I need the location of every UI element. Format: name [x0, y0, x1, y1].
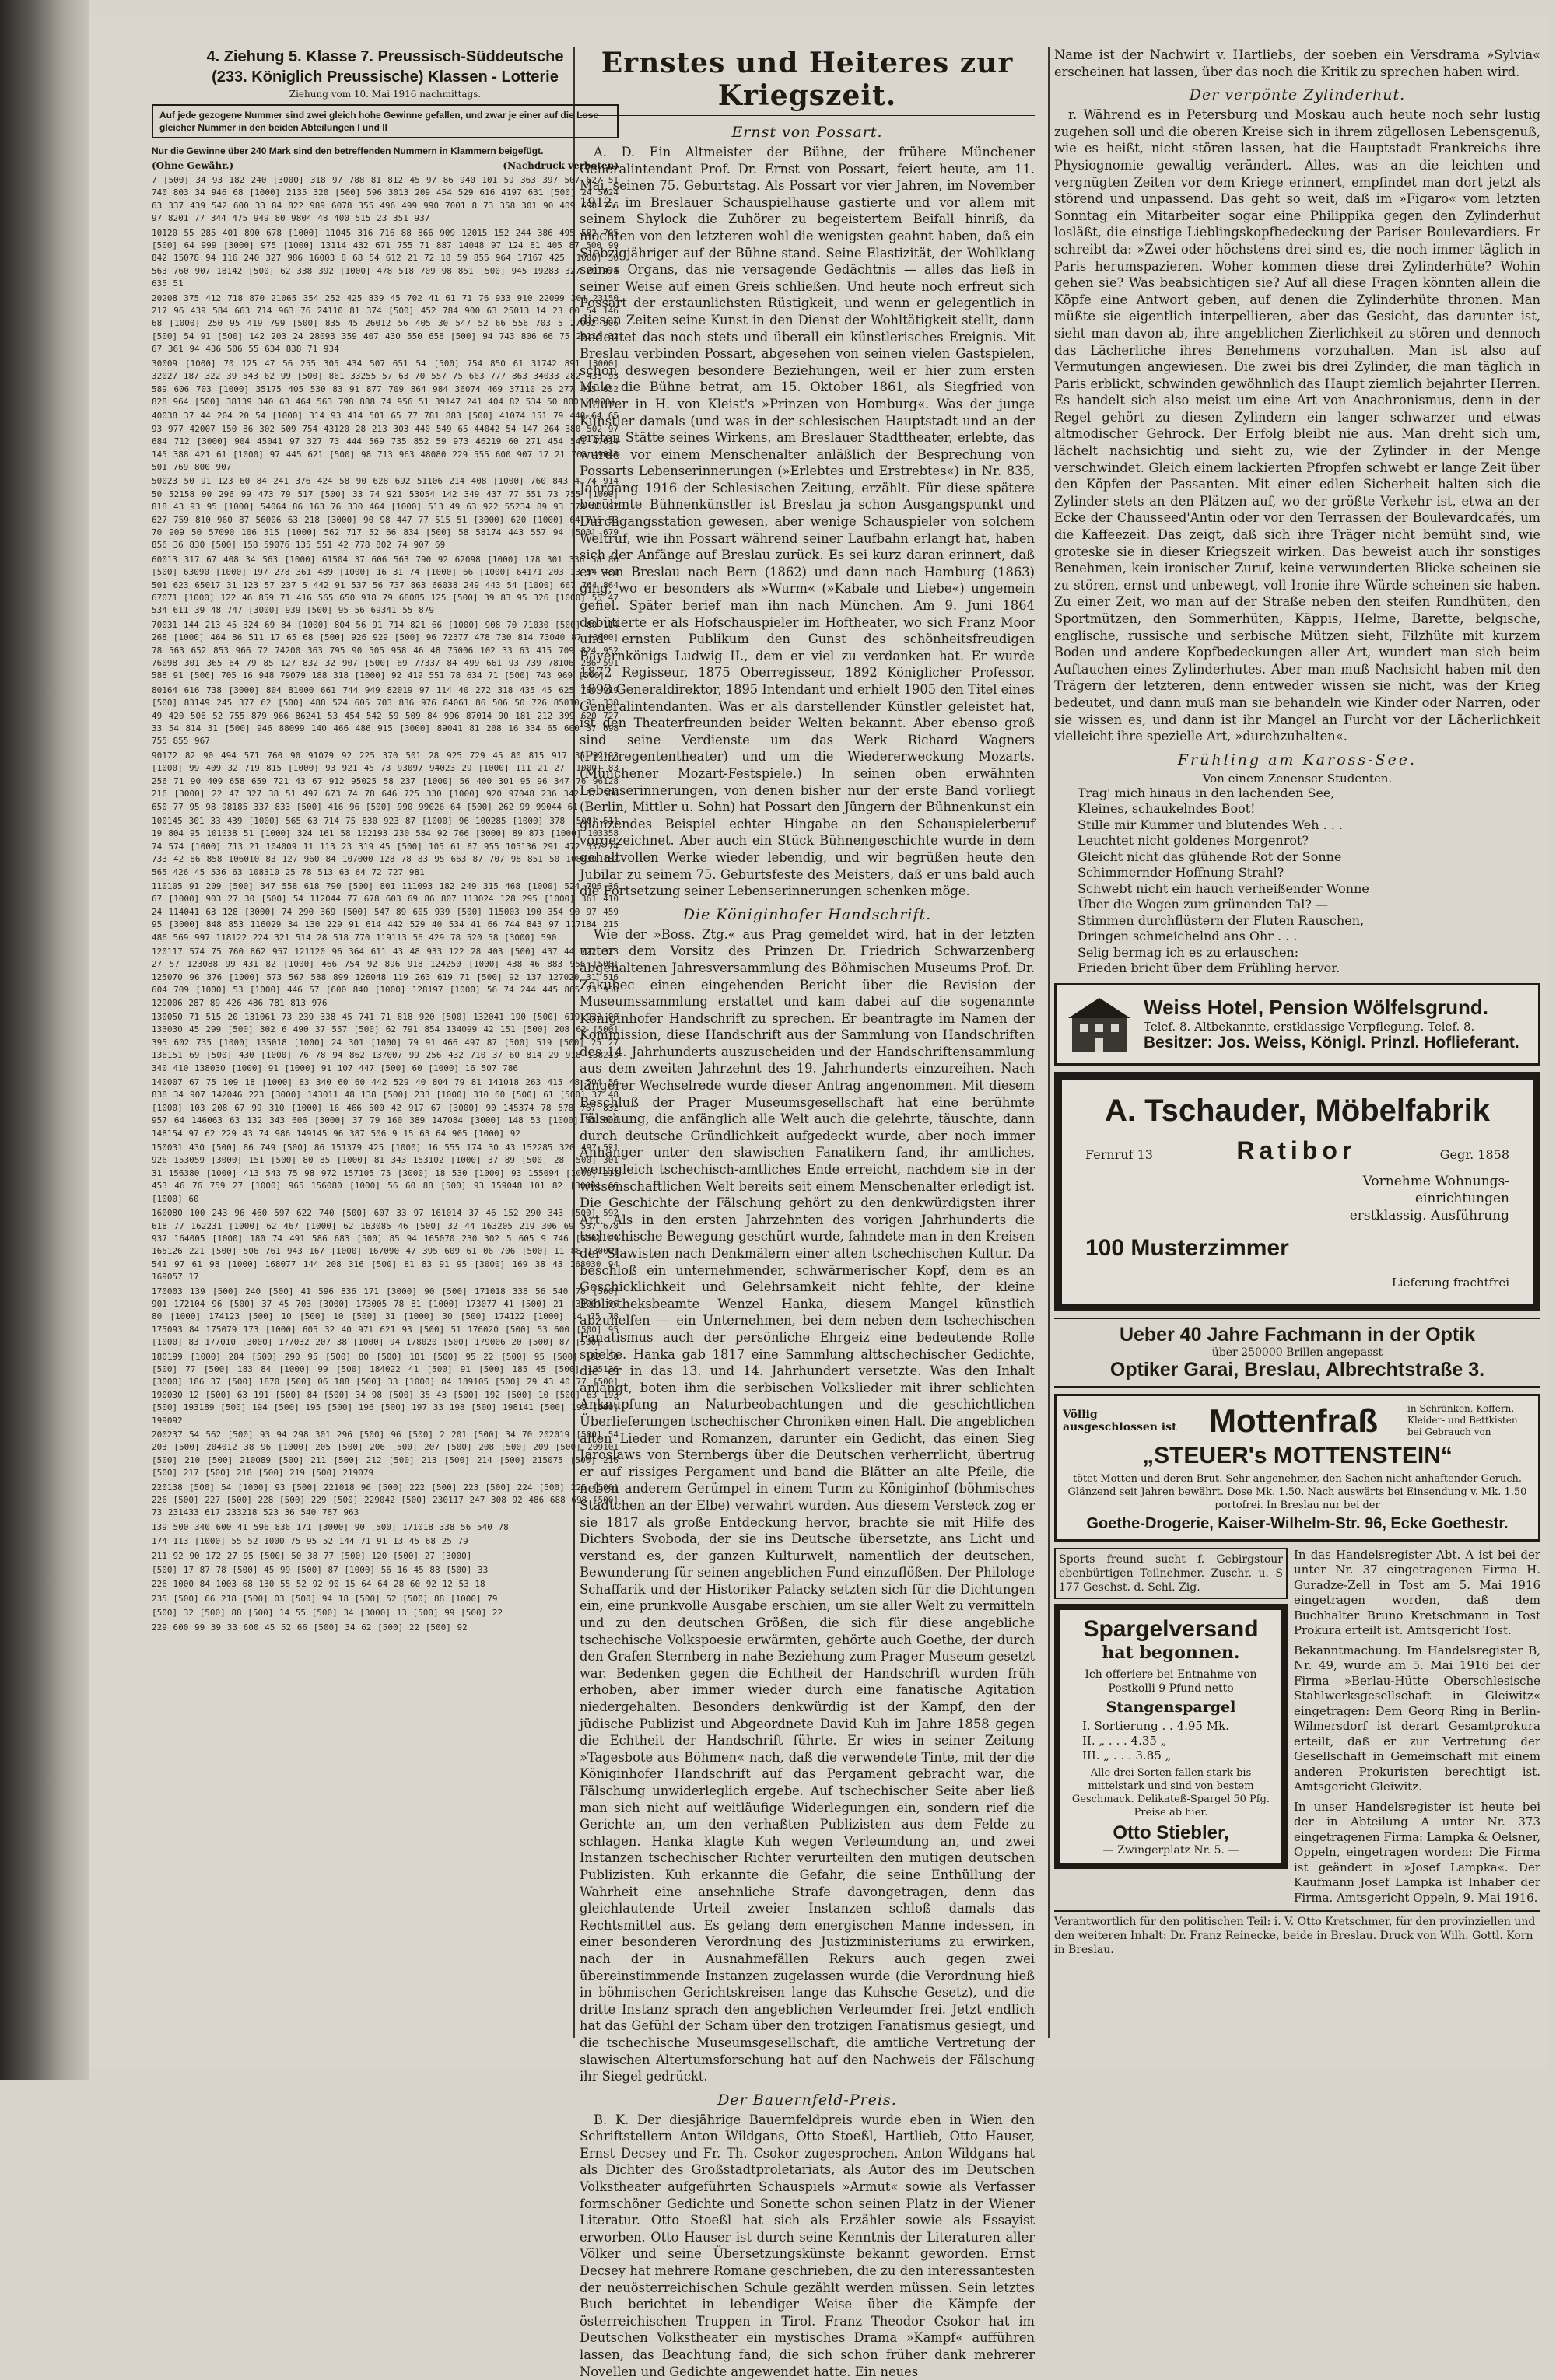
article-title-zylinder: Der verpönte Zylinderhut. [1189, 86, 1406, 104]
lottery-block: 150031 430 [500] 86 749 [500] 86 151379 425 [1000] 16 555 174 30 43 152285 320 497 521 926 153059 [3000] 151 [500] 80 85 [1000] 81 343 153102 [1000] 37 89 [500] 28 [500] 301 31 156380 [1000] 413 543 75 98 972 157105 75 [3000] 18 530 [1000] 93 155094 [1000] 217 453 46 76 759 27 [1000] 965 156080 [1000] 56 60 88 [500] 93 159048 101 82 [3000] 66 [1000] 60 [152, 1143, 619, 1204]
tschauder-rooms: 100 Musterzimmer [1085, 1234, 1289, 1261]
lottery-block: [500] 32 [500] 88 [500] 14 55 [500] 34 [3000] 13 [500] 99 [500] 22 [152, 1608, 503, 1619]
lottery-no-warranty: (Ohne Gewähr.) [152, 160, 234, 171]
ad-weiss-hotel [1054, 983, 1540, 1066]
lottery-block: 235 [500] 66 218 [500] 03 [500] 94 18 [500] 52 [500] 88 [1000] 79 [152, 1593, 498, 1604]
lottery-block: 226 1000 84 1003 68 130 55 52 92 90 15 64 64 28 60 92 12 53 18 [152, 1579, 485, 1590]
ad-tschauder [1054, 1072, 1540, 1311]
spargel-price-row: III. „ . . . 3.85 „ [1082, 1748, 1172, 1762]
lottery-block: 90172 82 90 494 571 760 90 91079 92 225 370 501 28 925 729 45 80 815 917 35 92193 [1000] 99 409 32 719 815 [1000] 93 921 45 73 93097 94023 29 [1000] 111 21 27 [1000] 83 256 71 90 409 658 659 721 43 67 912 95025 58 237 [1000] 56 400 301 95 96 347 76 96128 216 [3000] 22 47 327 38 51 497 673 74 78 646 725 330 [1000] 920 97048 236 342 57 506 650 77 95 98 98185 337 833 [500] 416 96 [500] 990 99026 64 [500] 262 99 99044 61 [152, 750, 619, 812]
lottery-block: 80164 616 738 [3000] 804 81000 661 744 949 82019 97 114 40 272 318 435 45 625 780 919 [500] 83149 245 377 62 [500] 488 524 605 703 836 976 84061 86 506 50 726 85010 31 330 49 420 506 52 755 879 966 86241 53 454 542 59 509 84 996 87014 90 181 212 399 620 727 33 54 814 31 [500] 946 88099 140 466 486 915 [3000] 89041 81 208 16 334 65 600 37 698 755 855 967 [152, 684, 619, 747]
ad-spargel [1054, 1604, 1288, 1869]
book-spine [0, 0, 89, 2080]
lottery-number-list [152, 174, 619, 1634]
weiss-line: Telef. 8. Altbekannte, erstklassige Verpflegung. Telef. 8. [1144, 1020, 1475, 1034]
tschauder-year: Gegr. 1858 [1439, 1146, 1509, 1162]
poem-line: Gleicht nicht das glühende Rot der Sonne [1078, 849, 1342, 864]
tschauder-desc: einrichtungen [1414, 1190, 1509, 1206]
poem-line: Selig bermag ich es zu erlauschen: [1078, 944, 1299, 960]
motten-left: Völlig ausgeschlossen ist [1063, 1408, 1177, 1433]
spargel-addr: — Zwingerplatz Nr. 5. — [1102, 1843, 1239, 1857]
tschauder-desc: erstklassig. Ausführung [1349, 1207, 1509, 1223]
feuilleton-column [580, 47, 1035, 2379]
lottery-date: Ziehung vom 10. Mai 1916 nachmittags. [289, 89, 482, 100]
lottery-block: 110105 91 209 [500] 347 558 618 790 [500] 801 111093 182 249 315 468 [1000] 524 706 36 67 [1000] 903 27 30 [500] 54 112044 77 678 603 69 86 807 113024 128 295 [1000] 361 410 24 114041 63 128 [3000] 74 290 369 [500] 547 89 605 939 [500] 115003 190 354 90 97 459 95 [3000] 848 853 116029 34 130 229 91 614 442 529 40 534 41 66 744 843 97 117184 215 486 569 997 118122 224 321 514 28 518 770 119113 56 429 78 520 58 [3000] 590 [152, 880, 619, 943]
newspaper-page [89, 16, 1548, 2379]
imprint-responsible: Verantwortlich für den politischen Teil: i. V. Otto Kretschmer, für den provinziellen und den weiteren Inhalt: Dr. Franz Reinecke, beide in Breslau. Druck von Wilh. Gottl. Korn in Breslau. [1054, 1910, 1540, 1957]
lottery-block: 40038 37 44 204 20 54 [1000] 314 93 414 501 65 77 781 883 [500] 41074 151 79 448 64 65 93 977 42007 150 86 302 509 754 43120 28 213 303 440 549 65 44042 54 147 264 380 502 97 684 712 [3000] 904 45041 97 327 73 444 569 735 852 59 973 46219 60 271 454 541 47014 145 388 421 61 [1000] 97 445 621 [500] 98 713 963 48080 229 555 600 907 17 21 763 49043 501 769 800 907 [152, 411, 619, 472]
lottery-block: 50023 50 91 123 60 84 241 376 424 58 90 628 692 51106 214 408 [1000] 760 843 4 74 914 50 52158 90 296 99 473 79 517 [500] 33 74 921 53054 142 349 437 77 551 73 755 [1000] 818 43 93 95 [1000] 54064 86 163 76 330 464 [1000] 513 49 63 922 55234 89 93 379 80 97 627 759 810 960 87 56006 63 218 [3000] 90 98 447 77 515 51 [3000] 620 [1000] 64 716 53 70 909 50 57090 106 515 [1000] 562 717 52 66 834 [500] 58 58174 443 557 94 [500] 679 856 36 830 [500] 158 59076 135 551 42 778 802 74 907 69 [152, 476, 619, 551]
article-title-handschrift: Die Königinhofer Handschrift. [682, 905, 932, 923]
poem-lines [1054, 786, 1540, 977]
spargel-kind: Stangenspargel [1106, 1698, 1236, 1716]
lottery-block: 200237 54 562 [500] 93 94 298 301 296 [500] 96 [500] 2 201 [500] 34 70 202019 [500] 54 203 [500] 204012 38 96 [1000] 205 [500] 206 [500] 207 [500] 208 [500] 209 [500] 209101 [500] 210 [500] 210089 [500] 211 [500] 212 [500] 213 [500] 214 [500] 215075 [500] 216 [500] 217 [500] 218 [500] 219 [500] 219079 [152, 1430, 619, 1479]
poem-line: Kleines, schaukelndes Boot! [1078, 801, 1256, 817]
poem-line: Schwebt nicht ein hauch verheißender Wonne [1078, 880, 1369, 896]
lottery-extra-blocks [152, 1521, 619, 1634]
lottery-block: 30009 [1000] 70 125 47 56 255 305 434 507 651 54 [500] 754 850 61 31742 891 [3000] 32027 187 322 39 543 62 99 [500] 861 33255 57 63 70 557 75 663 777 863 34033 282 433 93 589 606 703 [1000] 35175 405 530 83 91 877 709 864 984 36074 469 37110 26 277 415 652 828 964 [500] 38139 340 63 464 563 798 888 74 956 51 39147 241 404 82 534 50 800 [1000] [152, 358, 619, 407]
column-divider-right [1048, 47, 1050, 2038]
lottery-info-box: Auf jede gezogene Nummer sind zwei gleich hohe Gewinne gefallen, und zwar je einer auf die Lose gleicher Nummer in den beiden Abteilungen I und II [152, 104, 619, 138]
poem-line: Leuchtet nicht goldenes Morgenrot? [1078, 833, 1309, 849]
lottery-block: 170003 139 [500] 240 [500] 41 596 836 171 [3000] 90 [500] 171018 338 56 540 78 [500] 901 172104 96 [500] 37 45 703 [3000] 173005 78 81 [1000] 173077 41 [500] 21 [3000] 96 80 [1000] 174123 [500] 10 [500] 10 [500] 31 [1000] 30 [500] 174122 [1000] 14 75 78 175093 84 175079 173 [1000] 605 32 40 971 621 93 [500] 51 176020 [500] 53 600 [500] 95 [1000] 83 177010 [3000] 177032 207 38 [1000] 94 178020 [500] 179006 20 [500] 87 [500] [152, 1286, 619, 1348]
tschauder-name: A. Tschauder, Möbelfabrik [1105, 1093, 1490, 1128]
tschauder-city: Ratibor [1236, 1136, 1357, 1164]
spargel-price-row: II. „ . . . 4.35 „ [1082, 1733, 1167, 1748]
article-body-possart: A. D. Ein Altmeister der Bühne, der frühere Münchener Generalintendant Prof. Dr. Ernst von Possart, feiert heute, am 11. Mai, seinen 75. Geburtstag. Als Possart vor vier Jahren, im November 1912, im Breslauer Schauspielhause gastierte und vor allem mit seinem Shylock die Zuhörer zu begeistertem Beifall hinriß, da mochten von den letzteren wohl die wenigsten geahnt haben, daß ein Siebzigjähriger auf der Bühne stand. Seine Elastizität, der Wohlklang seines Organs, das nie versagende Gedächtnis — alles das ließ in seiner Weise auf einen Greis schließen. Und heute noch erfreut sich Possart der erstaunlichsten Rüstigkeit, und wenn er gelegentlich in diesen Zeiten seine Kunst in den Dienst der Wohltätigkeit stellt, dann bedeutet das noch stets und überall ein künstlerisches Ereignis. Mit Breslau verbinden Possart, abgesehen von seinen vielen Gastspielen, schon deswegen besondere Beziehungen, weil er hier zum ersten Male die Bühne betrat, am 15. Oktober 1861, als Siegfried von Maurer in H. von Kleist's »Prinzen von Homburg«. Was der junge Künstler damals (und was in der schlesischen Hauptstadt und an der ersten Stätte seines Wirkens, am Breslauer Stadttheater, erlebte, das wurde vor einem Menschenalter anläßlich der Besprechung von Possarts Lebenserinnerungen (»Erlebtes und Erstrebtes«) in Nr. 835, Jahrgang 1916 der Schlesischen Zeitung, erzählt. Für diese spätere berühmte Bühnenkünstler ist Breslau ja schon Ausgangspunkt und Durchgangsstation gewesen, aber wenige Schauspieler von solchem Weltruf, wie ihn Possart während seiner Laufbahn erlangt hat, haben sich der Anfänge auf Breslau zurück. Es sei kurz daran erinnert, daß er von Breslau nach Bern (1862) und dann nach Hamburg (1863) ging, wo er besonders als »Wurm« (»Kabale und Liebe«) ungemein gefiel. Später berief man ihn nach München. Am 9. Juni 1864 debütierte er als Hofschauspieler im Hoftheater, wo sich Franz Moor und ernsten Publikum den Gunst des schönheitsfreudigen Bayernkönigs Ludwig II., dem er viel zu verdanken hat. Er wurde 1872 Regisseur, 1875 Oberregisseur, 1892 Königlicher Professor, 1893 Generaldirektor, 1895 Intendant und erhielt 1905 den Titel eines Generalintendanten. Was er als darstellender Künstler geleistet hat, ist den Theaterfreunden beider Welten bekannt. Aber ebenso groß sind seine Verdienste um das Werk Richard Wagners (Prinzregententheater) und um die Wiedererweckung Mozarts. (Münchener Mozart-Festspiele.) In seinen oben erwähnten Lebenserinnerungen, von denen bisher nur der erste Band vorliegt (Berlin, Mittler u. Sohn) hat Possart den Jüngern der Bühnenkunst ein glänzendes Beispiel echter Hingabe an den Schauspielerberuf vorgezeichnet. Aber auch ein Stück Bühnengeschichte wurde in dem gehaltvollen Werke wieder lebendig, und wir begrüßen heute den Jubilar zu seinem 75. Geburtsfeste des Meisters, daß er uns bald auch die Fortsetzung seiner Lebenserinnerungen schenken möge. [580, 145, 1035, 899]
article-body-handschrift: Wie der »Boss. Ztg.« aus Prag gemeldet wird, hat in der letzten unter dem Vorsitz des Prinzen Dr. Friedrich Schwarzenberg abgehaltenen Jahresversammlung des Böhmischen Museums Prof. Dr. Zakubec einen eingehenden Bericht über die Revision der Museumssammlung erstattet und kam dabei auf die sogenannte Königinhofer Handschrift zu sprechen. Er beantragte im Namen der Kommission, diese Handschrift aus der Sammlung von Handschriften des 14. Jahrhunderts auszuscheiden und der Handschriftensammlung aus dem zweiten Jahrzehnt des 19. Jahrhunderts einzureihen. Nach längerer Wechselrede wurde dieser Antrag angenommen. Mit diesem Beschluß der Prager Museumsgesellschaft hat eine berühmte Fälschung, die anfänglich alle Welt auch die gelehrte, täuschte, dann durch deutsche Gründlichkeit aufgedeckt wurde, aber noch immer Anhänger unter den slawischen Fanatikern fand, ihr amtliches, wenngleich tschechisch-amtliches Ende erreicht, nachdem sie in der wissenschaftlichen Welt bereits seit einem Menschenalter erledigt ist. Die Geschichte der Fälschung gehört zu den denkwürdigsten ihrer Art. Als in den ersten Jahrzehnten des vorigen Jahrhunderts die tschechische Bewegung geschürt wurde, fahndete man in den Kreisen der Slawisten nach Denkmälern einer alten tschechischen Kultur. Da beschloß ein unternehmender, schwärmerischer Kopf, dem es an Geschicklichkeit und Gelehrsamkeit nicht fehlte, der kleine Bibliotheksbeamte Wenzel Hanka, diesem Mangel künstlich abzuhelfen — ein Unternehmen, bei dem neben dem tschechischen Fanatismus auch der persönliche Ehrgeiz eine bedeutende Rolle spielte. Hanka gab 1817 eine Sammlung alttschechischer Gedichte, die er in das 13. und 14. Jahrhundert versetzte. Was den Inhalt anlangt, boten ihm die serbischen Volkslieder mit ihrer schlichten Anknüpfung an Naturbeobachtungen und die geschichtlichen Überlieferungen tschechischer Chroniken einen Halt. Die angeblichen alten Lieder und Romanzen, darunter ein Gedicht, das einen Sieg Jaroslaws von Sternbergs über die Deutschen verherrlicht, übertrug er auf rissiges Pergament und band die Blätter an alte Pfeile, die neben anderem Gerümpel in einem Turm zu Königinhof (böhmisches Städtchen an der Elbe) verwahrt wurden. Aus diesem Versteck zog er sie 1817 als große Entdeckung hervor, brachte sie mit Hilfe des Dichters Svoboda, der sie ins Deutsche übersetzte, ans Licht und verstand es, der ganzen Kulturwelt, namentlich der deutschen, Bewunderung für seinen angeblichen Fund einzuflößen. Der Philologe Schaffarik und der Historiker Palacky setzten sich für die Dichtungen ein, eine prunkvolle Ausgabe erschien, um sie aller Welt zu vermitteln und zu den deutschen Größen, die sich für diese angebliche tschechische Volkspoesie erwärmten, gehörte auch Goethe, der durch den Grafen Sternberg in nahe Beziehung zum Prager Museum gesetzt war. Bedenken gegen die Echtheit der Handschrift wurden früh erhoben, aber immer wieder durch eine fanatische Agitation niedergehalten. Besonders denkwürdig ist der Kampf, den der jüdische Publizist und Abgeordnete David Kuh im Jahre 1858 gegen die Echtheit der Handschrift führte. Er wies in seiner Zeitung »Tagesbote aus Böhmen« nach, daß die verwendete Tinte, mit der die Königinhofer Handschrift auf das Pergament gebracht war, die Fälschung unwiderleglich ergebe. Auf tschechischer Seite aber ließ man sich nicht auf weitläufige Widerlegungen ein, sondern rief die Gerichte an, um den verhaßten Publizisten aus dem Felde zu schlagen. Hanka klagte Kuh wegen Verleumdung an, und zwei Instanzen tschechischer Richter verurteilten den mutigen deutschen Publizisten. Kuh erkannte die Gefahr, die seine Enthüllung der Wahrheit eine ansehnliche Strafe davongetragen, denn das gleichlautende Urteil zweier Instanzen schloß damals das Rechtsmittel aus. Es gelang dem energischen Manne indessen, in einer besonderen Verordnung des Justizministeriums zu erwirken, nach der in Ausnahmefällen Rekurs auch gegen zwei übereinstimmende Instanzen zugelassen wurde (die Verordnung hieß in böhmischen Gerichtskreisen lange das Kuhsche Gesetz), und die dritte Instanz sprach den angeblichen Verleumder frei. Jetzt endlich hat das Gefühl der Scham über den trotzigen Fanatismus gesiegt, und die tschechische Museumsgesellschaft, die amtliche Vertretung der slawischen Altertumsforschung hat auf den Nachweis der Fälschung ihr Siegel gedrückt. [580, 926, 1035, 2084]
lottery-note: Nur die Gewinne über 240 Mark sind den betreffenden Nummern in Klammern beigefügt. [152, 145, 544, 156]
register-notice-3: In unser Handelsregister ist heute bei der in Abteilung A unter Nr. 373 eingetragenen Firma: Lampka & Oelsner, Oppeln, eingetragen worden: Die Firma ist geändert in »Josef Lampka«. Der Kaufmann Josef Lampka ist Inhaber der Firma. Amtsgericht Oppeln, 9. Mai 1916. [1294, 1799, 1540, 1905]
lottery-block: 160080 100 243 96 460 597 622 740 [500] 607 33 97 161014 37 46 152 290 343 [500] 592 618 77 162231 [1000] 62 467 [1000] 62 163085 46 [500] 32 44 163205 219 306 69 537 678 937 164005 [1000] 180 74 491 586 683 [500] 85 94 165070 230 302 5 605 9 746 [500] 99 165126 221 [500] 506 761 943 167 [1000] 167090 47 395 609 61 06 706 [500] 11 88 [3000] 541 97 61 98 [1000] 168077 144 208 316 [500] 81 83 91 95 [3000] 169 38 43 168030 94 169057 17 [152, 1208, 619, 1283]
lottery-reprint-forbidden: (Nachdruck verboten) [503, 160, 619, 171]
lottery-block: 180199 [1000] 284 [500] 290 95 [500] 80 [500] 181 [500] 95 22 [500] 95 [500] 182 50 [500] 77 [500] 183 84 [1000] 99 [500] 184022 41 [500] 91 [500] 185 45 [500] 185136 [3000] 186 37 [500] 1870 [500] 06 188 [500] 33 [1000] 84 189105 [500] 29 43 40 77 [500] 190030 12 [500] 63 191 [500] 84 [500] 34 98 [500] 35 43 [500] 192 [500] 10 [500] 63 193 [500] 193189 [500] 194 [500] 195 [500] 196 [500] 197 33 198 [500] 198141 [500] 199 [500] 199092 [152, 1351, 619, 1426]
article-body-bauernfeld: B. K. Der diesjährige Bauernfeldpreis wurde eben in Wien den Schriftstellern Anton Wildgans, Otto Stoeßl, Hartlieb, Otto Hauser, Ernst Decsey und Fr. Th. Csokor zugesprochen. Anton Wildgans hat als Dichter des Großstadtproletariats, als Autor des im Deutschen Volkstheater aufgeführten Schauspiels »Armut« sowie als Verfasser formschöner Gedichte und Sonette schon seinen Platz in der Wiener Literatur. Otto Stoeßl hat sich als Erzähler sowie als Essayist erworben. Otto Hauser ist durch seine Kenntnis der Literaturen aller Völker und seine Übersetzungskünste bekannt geworden. Ernst Decsey hat mehrere Romane geschrieben, die zu den interessantesten der neuösterreichischen Schule gezählt werden müssen. Sein letztes Buch berichtet in lebendiger Weise über die Kämpfe der österreichischen Truppen in Tirol. Franz Theodor Csokor hat im Deutschen Volkstheater ein mystisches Drama »Kampf« aufführen lassen, das Beachtung fand, die sich schon früher dank mehrerer Novellen und Gedichte angewendet hatte. Ein neues [580, 2112, 1035, 2379]
optik-line-1: Ueber 40 Jahre Fachmann in der Optik [1119, 1323, 1476, 1346]
lottery-block: 130050 71 515 20 131061 73 239 338 45 741 71 818 920 [500] 132041 190 [500] 619 923 88 133030 45 299 [500] 302 6 490 37 557 [500] 62 791 854 134099 42 151 [500] 208 62 [500] 395 602 735 [1000] 135018 [1000] 24 301 [1000] 79 91 466 497 87 [500] 519 [500] 25 27 136151 69 [500] 430 [1000] 76 78 94 862 137007 99 256 432 710 37 60 814 29 918 138213 340 410 138030 [1000] 91 [1000] 91 107 447 [500] 60 [1000] 16 507 786 [152, 1012, 619, 1073]
register-notice-1: In das Handelsregister Abt. A ist bei der unter Nr. 37 eingetragenen Firma H. Guradze-Zell in Tost am 5. Mai 1916 eingetragen worden, daß dem Buchhalter Bruno Kretschmann in Tost Prokura erteilt ist. Amtsgericht Tost. [1294, 1547, 1540, 1638]
ad-optik [1054, 1318, 1540, 1388]
tschauder-desc: Vornehme Wohnungs- [1362, 1173, 1509, 1189]
weiss-title: Weiss Hotel, Pension Wölfelsgrund. [1144, 996, 1489, 1020]
lottery-block: 140007 67 75 109 18 [1000] 83 340 60 60 442 529 40 804 79 81 141018 263 415 48 504 56 838 34 907 142046 223 [3000] 143011 48 138 [500] 233 [1000] 310 60 [500] 61 [500] 37 48 [1000] 103 208 67 99 310 [1000] 16 466 500 42 917 67 [3000] 90 145374 78 578 767 832 957 64 146063 63 132 343 606 [3000] 37 79 160 389 147084 [3000] 148 53 [1000] 63 600 148154 97 62 229 43 74 986 149145 96 387 506 9 15 63 64 905 [1000] 92 [152, 1077, 619, 1139]
spargel-seller: Otto Stiebler, [1113, 1822, 1229, 1843]
tschauder-phone: Fernruf 13 [1085, 1146, 1153, 1162]
lottery-heading-1: 4. Ziehung 5. Klasse 7. Preussisch-Süddeutsche [206, 48, 564, 65]
lottery-heading-2: (233. Königlich Preussische) Klassen - Lotterie [212, 68, 559, 86]
lottery-block: 7 [500] 34 93 182 240 [3000] 318 97 788 81 812 45 97 86 940 101 59 363 397 507 627 51 740 803 34 946 68 [1000] 2135 320 [500] 596 3013 209 454 529 616 4197 631 [500] 24 5024 63 337 439 542 600 33 84 822 989 6078 355 496 499 990 7001 8 73 358 301 90 409 690 736 97 8201 77 344 475 949 80 9804 48 400 515 23 351 937 [152, 175, 619, 224]
article-continuation: Name ist der Nachwirt v. Hartliebs, der soeben ein Versdrama »Sylvia« erscheinen hat lassen, über das noch die Kritik zu sprechen haben wird. [1054, 47, 1540, 79]
lottery-block: [500] 17 87 78 [500] 45 99 [500] 87 [1000] 56 16 45 88 [500] 33 [152, 1565, 489, 1576]
lottery-block: 139 500 340 600 41 596 836 171 [3000] 90 [500] 171018 338 56 540 78 [152, 1521, 509, 1532]
tschauder-delivery: Lieferung frachtfrei [1391, 1275, 1509, 1290]
poem-line: Dringen schmeichelnd ans Ohr . . . [1078, 929, 1298, 944]
spargel-title: Spargelversand [1083, 1615, 1259, 1642]
register-notice-2: Bekanntmachung. Im Handelsregister B, Nr. 49, wurde am 5. Mai 1916 bei der Firma »Berlau-Hütte Oberschlesische Stahlwerksgesellschaft in Gleiwitz« eingetragen: Dem Georg Ring in Berlin-Wilmersdorf ist derart Gesamtprokura erteilt, daß er zur Vertretung der Gesellschaft in Gemeinschaft mit einem anderen Prokuristen berechtigt ist. Amtsgericht Gleiwitz. [1294, 1643, 1540, 1794]
poem-line: Schimmernder Hoffnung Strahl? [1078, 865, 1284, 880]
article-body-zylinder: r. Während es in Petersburg und Moskau auch heute noch sehr lustig zugehen soll und die oberen Kreise sich in ihrem zügellosen Lebensgenuß, wie es heißt, nicht stören lassen, hat die Hauptstadt Frankreichs ihre Physiognomie gewaltig verändert. Alles, was an die leichten und vergnügten Zeiten vor dem Kriege erinnert, empfindet man dort jetzt als störend und unpassend. Das geht so weit, daß im »Figaro« vom letzten Sonntag ein Mitarbeiter sogar eine Philippika gegen den Zylinderhut losläßt, die einstige Lieblingskopfbedeckung der Pariser Boulevardiers. Er schreibt da: »Zwei oder höchstens drei sind es, die noch immer täglich in Paris herumspazieren. Woher kommen diese drei Zylinderhüte? Wohin gehen sie? Was beabsichtigen sie? Auf all diese Fragen könnten allein die Köpfe eine Antwort geben, auf denen die Zylinderhüte thronen. Man müßte sie eigentlich interpellieren, aber das Gesicht, das darunter ist, sieht man davon ab, ihre angeblichen Zierlichkeit zu stören und dennoch das Lächerliche ihres Benehmens vorzuhalten. Man ist also auf Vermutungen angewiesen. Die zwei bis drei Zylinder, die man täglich in Paris erblickt, schwinden gewöhnlich das Haupt ziemlich bejahrter Herren. Es handelt sich also meist um eine Art von Anachronismus, denn in der Regel gehört zu diesen Zylindern ein langer schwarzer und etwas altmodischer Gehrock. Der Erfolg bleibt nie aus. Man dreht sich um, lächelt nachsichtig und sieht zu, wie der Zylinder in der Menge verschwindet. Gleich einem lackierten Pfropfen schwebt er lange Zeit über den Köpfen der Passanten. Mit einer edlen Sicherheit halten sich die Zylinder stets an den Plätzen auf, wo der größte Verkehr ist, etwa an der Ecke der Chausseed'Antin oder vor den Terrassen der Boulevardcafés, um die Kaffeezeit. Das zeigt, daß sich ihre Träger nicht bemüht sind, wie groteske sie in dieser Kriegszeit wirken. Das beweist auch ihr sonstiges Benehmen, kein ironischer Zuruf, keine verwunderten Blicke scheinen sie zu stören, ernst und unbewegt, voll Ironie ihre Würde scheinen sie haben. Zu einer Zeit, wo man auf der Straße neben den steifen Rundhüten, den Sportmützen, den Sommerhüten, Käppis, Helme, Barette, belgische, englische, russische und serbische Mützen sieht, Filzhüte mit kurzem Boden und andere Kopfbedeckungen aller Art, wundert man sich beim Auftauchen eines Zylinderhutes. Aber man muß Nachsicht haben mit den Trägern der letzteren, denn entweder wissen sie nicht, was der Krieg bedeutet, und dann muß man sie behandeln wie Kinder oder Narren, oder sie wissen es, und dann ist ihr Mangel an Furcht vor der Lächerlichkeit vielleicht ihre spezielle Art, »durchzuhalten«. [1054, 107, 1541, 744]
lottery-block: 211 92 90 172 27 95 [500] 50 38 77 [500] 120 [500] 27 [3000] [152, 1550, 472, 1561]
lottery-block: 220138 [500] 54 [1000] 93 [500] 221018 96 [500] 222 [500] 223 [500] 224 [500] 225 [500] 226 [500] 227 [500] 228 [500] 229 [500] 229042 [500] 230117 247 308 92 486 688 698 [500] 73 231433 617 233218 523 36 540 787 963 [152, 1482, 619, 1518]
optik-line-2: über 250000 Brillen angepasst [1211, 1346, 1383, 1359]
motten-desc: tötet Motten und deren Brut. Sehr angenehmer, den Sachen nicht anhaftender Geruch. Glänzend seit Jahren bewährt. Dose Mk. 1.50. Nach auswärts bei Einsendung v. Mk. 1.50 portofrei. In Breslau nur bei der [1067, 1472, 1527, 1511]
lottery-block: 60013 317 67 408 34 563 [1000] 61504 37 606 563 790 92 62098 [1000] 178 301 336 58 80 [500] 63090 [1000] 197 278 361 489 [1000] 16 31 74 [1000] 66 [1000] 64171 203 13 54 431 501 623 65017 31 123 57 237 5 442 91 537 56 737 863 66038 249 443 54 [1000] 667 764 864 67071 [1000] 122 46 859 71 416 565 650 918 79 68085 125 [500] 39 83 95 326 [1000] 55 47 534 611 39 48 747 [3000] 939 [500] 95 56 69341 55 879 [152, 554, 619, 616]
hotel-building-icon [1064, 993, 1134, 1055]
poem-line: Über die Wogen zum grünenden Tal? — [1078, 897, 1329, 912]
lottery-block: 10120 55 285 401 890 678 [1000] 11045 316 716 88 866 909 12015 152 244 386 495 582 705 [500] 64 999 [3000] 975 [1000] 13114 432 671 755 71 887 14048 97 124 81 405 87 500 99 842 15078 94 116 240 327 986 16003 8 68 54 612 21 72 18 59 855 964 17167 425 [1000] 30 563 760 907 18142 [500] 62 338 392 [1000] 478 518 709 98 851 [500] 945 19283 327 29 474 635 51 [152, 227, 619, 289]
spargel-prices [1067, 1719, 1275, 1763]
poem-line: Stille mir Kummer und blutendes Weh . . . [1078, 817, 1344, 832]
motten-product: „STEUER's MOTTENSTEIN“ [1142, 1442, 1453, 1468]
poem-line: Trag' mich hinaus in den lachenden See, [1078, 785, 1335, 800]
poem-author: Von einem Zenenser Studenten. [1202, 771, 1393, 786]
motten-right: in Schränken, Koffern, Kleider- und Bettkisten bei Gebrauch von [1407, 1403, 1518, 1438]
optik-line-3: Optiker Garai, Breslau, Albrechtstraße 3. [1109, 1358, 1485, 1381]
ad-sports: Sports freund sucht f. Gebirgstour ebenbürtigen Teilnehmer. Zuschr. u. S 177 Geschst. d. Schl. Zig. [1054, 1548, 1288, 1599]
spargel-sub: hat begonnen. [1102, 1642, 1240, 1663]
lottery-column [152, 47, 619, 2038]
weiss-owner: Besitzer: Jos. Weiss, Königl. Prinzl. Hoflieferant. [1144, 1034, 1519, 1052]
motten-big: Mottenfraß [1209, 1402, 1378, 1439]
spargel-price-row: I. Sortierung . . 4.95 Mk. [1082, 1718, 1229, 1733]
lottery-block: 70031 144 213 45 324 69 84 [1000] 804 56 91 714 821 66 [1000] 908 70 71030 [500] 80 114 268 [1000] 464 86 511 17 65 68 [500] 926 929 [500] 96 72377 478 730 814 73040 87 [3000] 78 563 652 853 966 72 74200 363 795 90 505 958 46 48 75006 102 33 63 415 709 824 952 76098 301 365 64 79 85 127 832 32 907 [500] 69 77337 84 499 661 93 739 78106 286 591 588 91 [500] 705 16 948 79079 188 318 [1000] 92 419 551 78 634 71 [500] 743 969 [500] [152, 619, 619, 681]
lottery-block: 229 600 99 39 33 600 45 52 66 [500] 34 62 [500] 22 [500] 92 [152, 1622, 468, 1633]
lottery-block: 100145 301 33 439 [1000] 565 63 714 75 830 923 87 [1000] 96 100285 [1000] 378 [500] 511 19 804 95 101038 51 [1000] 324 161 58 102193 230 584 92 766 [3000] 89 873 [1000] 103358 74 574 [1000] 713 21 104009 11 113 23 319 45 [500] 105 61 87 955 105136 291 472 537 74 733 42 86 858 106010 83 127 960 84 107000 128 78 83 95 663 87 707 98 851 50 108030 182 565 426 45 536 63 108310 25 78 513 63 64 72 727 981 [152, 815, 619, 877]
ad-mottenstein [1054, 1394, 1540, 1542]
lottery-block: 174 113 [1000] 55 52 1000 75 95 52 144 71 91 13 45 68 25 79 [152, 1536, 468, 1547]
lottery-block: 20208 375 412 718 870 21065 354 252 425 839 45 702 41 61 71 76 933 910 22099 304 23150 217 96 439 584 663 714 963 76 24110 81 374 [500] 452 784 900 63 25013 14 23 60 54 146 68 [1000] 250 95 419 799 [500] 835 45 26012 56 405 30 547 52 66 556 703 5 27082 306 [500] 54 91 [500] 142 203 24 28093 359 407 430 550 658 [500] 94 743 806 66 75 29115 32 67 361 94 436 506 55 634 838 71 934 [152, 292, 619, 355]
spargel-foot: Alle drei Sorten fallen stark bis mittelstark und sind von bestem Geschmack. Delikateß-Spargel 50 Pfg. Preise ab hier. [1071, 1766, 1270, 1818]
poem-line: Stimmen durchflüstern der Fluten Rauschen, [1078, 912, 1365, 928]
section-masthead: Ernstes und Heiteres zur Kriegszeit. [580, 47, 1035, 117]
spargel-text: Ich offeriere bei Entnahme von Postkolli 9 Pfund netto [1085, 1668, 1257, 1695]
lottery-subline [152, 160, 619, 171]
right-column [1054, 47, 1540, 2038]
article-title-possart: Ernst von Possart. [731, 124, 883, 141]
lottery-block: 120117 574 75 760 862 957 121120 96 364 611 43 48 933 122 28 403 [500] 437 44 722 323 27 57 123088 99 431 82 [1000] 466 754 92 896 918 124250 [1000] 438 46 883 956 [500] 125070 96 376 [1000] 573 567 588 899 126048 119 263 619 71 [500] 92 137 127020 31 516 604 709 [1000] 53 [1000] 446 57 [600 840 [1000] 128197 [1000] 56 74 244 445 865 73 950 129006 287 89 426 486 781 813 976 [152, 946, 619, 1008]
article-title-bauernfeld: Der Bauernfeld-Preis. [717, 2091, 897, 2109]
motten-shop: Goethe-Drogerie, Kaiser-Wilhelm-Str. 96, Ecke Goethestr. [1086, 1514, 1509, 1532]
poem-line: Frieden bricht über dem Frühling hervor. [1078, 961, 1340, 976]
poem-title: Frühling am Kaross-See. [1177, 751, 1418, 768]
